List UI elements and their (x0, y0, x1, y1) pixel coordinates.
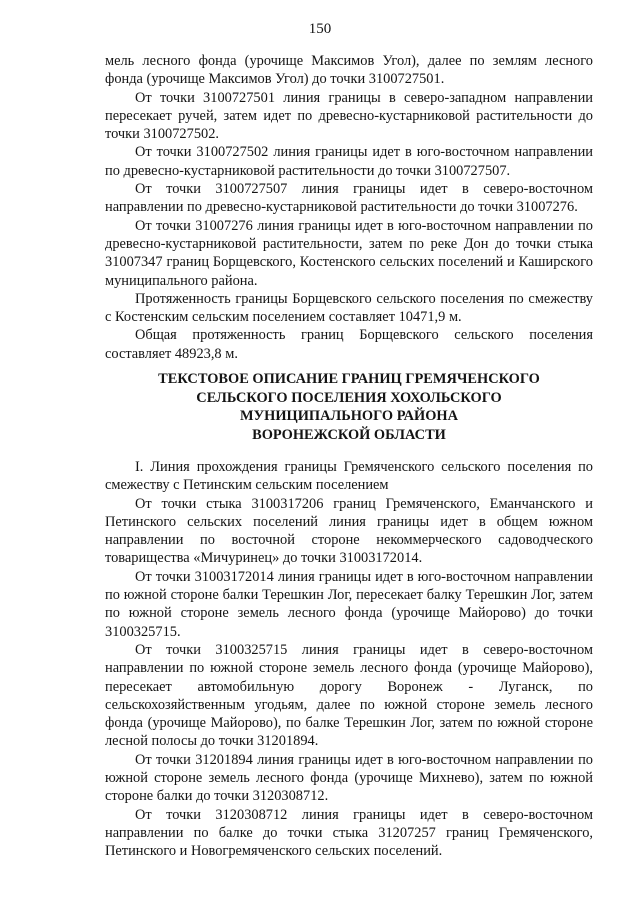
paragraph: От точки 31007276 линия границы идет в юго-восточном направлении по древесно-кустарниковой растительности, затем по реке Дон до точки стыка 31007347 границ Борщевского, Костенского сельских поселений и Каширского муниципального района. (105, 217, 593, 289)
paragraph: Общая протяженность границ Борщевского сельского поселения составляет 48923,8 м. (105, 327, 593, 362)
paragraph: От точки стыка 3100317206 границ Гремяченского, Еманчанского и Петинского сельских поселений линия границы идет в общем южном направлении по восточной стороне некоммерческого садоводческого товарищества «Мичуринец» до точки 31003172014. (105, 495, 593, 567)
paragraph: Протяженность границы Борщевского сельского поселения по смежеству с Костенским сельским поселением составляет 10471,9 м. (105, 290, 593, 326)
heading-line: ВОРОНЕЖСКОЙ ОБЛАСТИ (252, 426, 446, 443)
paragraph: От точки 3120308712 линия границы идет в северо-восточном направлении по балке до точки стыка 31207257 границ Гремяченского, Петинского и Новогремяченского сельских поселений. (105, 806, 593, 860)
section-gremyachye-description (105, 458, 593, 861)
section-heading (105, 370, 593, 444)
section-borshchevo-continuation (105, 52, 593, 363)
paragraph: От точки 31003172014 линия границы идет в юго-восточном направлении по южной стороне балки Терешкин Лог, пересекает балку Терешкин Лог, затем по южной стороне земель лесного фонда (урочище Майорово) до точки 3100325715. (105, 568, 593, 640)
heading-line: СЕЛЬСКОГО ПОСЕЛЕНИЯ ХОХОЛЬСКОГО (196, 389, 502, 406)
paragraph: От точки 3100325715 линия границы идет в северо-восточном направлении по южной стороне земель лесного фонда (урочище Майорово), пересекает автомобильную дорогу Воронеж - Луганск, по сельскохозяйственным угодьям, далее по южной стороне земель лесного фонда (урочище Майорово), по балке Терешкин Лог, затем по южной стороне лесной полосы до точки 31201894. (105, 641, 593, 750)
paragraph: От точки 31201894 линия границы идет в юго-восточном направлении по южной стороне земель лесного фонда (урочище Михнево), затем по южной стороне балки до точки 3120308712. (105, 751, 593, 805)
paragraph: От точки 3100727502 линия границы идет в юго-восточном направлении по древесно-кустарниковой растительности до точки 3100727507. (105, 144, 593, 179)
heading-line: МУНИЦИПАЛЬНОГО РАЙОНА (239, 408, 459, 425)
subsection-title: I. Линия прохождения границы Гремяченского сельского поселения по смежеству с Петинским сельским поселением (105, 459, 593, 494)
page-number: 150 (308, 21, 332, 37)
paragraph: мель лесного фонда (урочище Максимов Угол), далее по землям лесного фонда (урочище Максимов Угол) до точки 3100727501. (105, 53, 593, 88)
heading-line: ТЕКСТОВОЕ ОПИСАНИЕ ГРАНИЦ ГРЕМЯЧЕНСКОГО (158, 371, 540, 387)
paragraph: От точки 3100727501 линия границы в северо-западном направлении пересекает ручей, затем идет по древесно-кустарниковой растительности до точки 3100727502. (105, 89, 593, 143)
paragraph: От точки 3100727507 линия границы идет в северо-восточном направлении по древесно-кустарниковой растительности до точки 31007276. (105, 181, 593, 216)
